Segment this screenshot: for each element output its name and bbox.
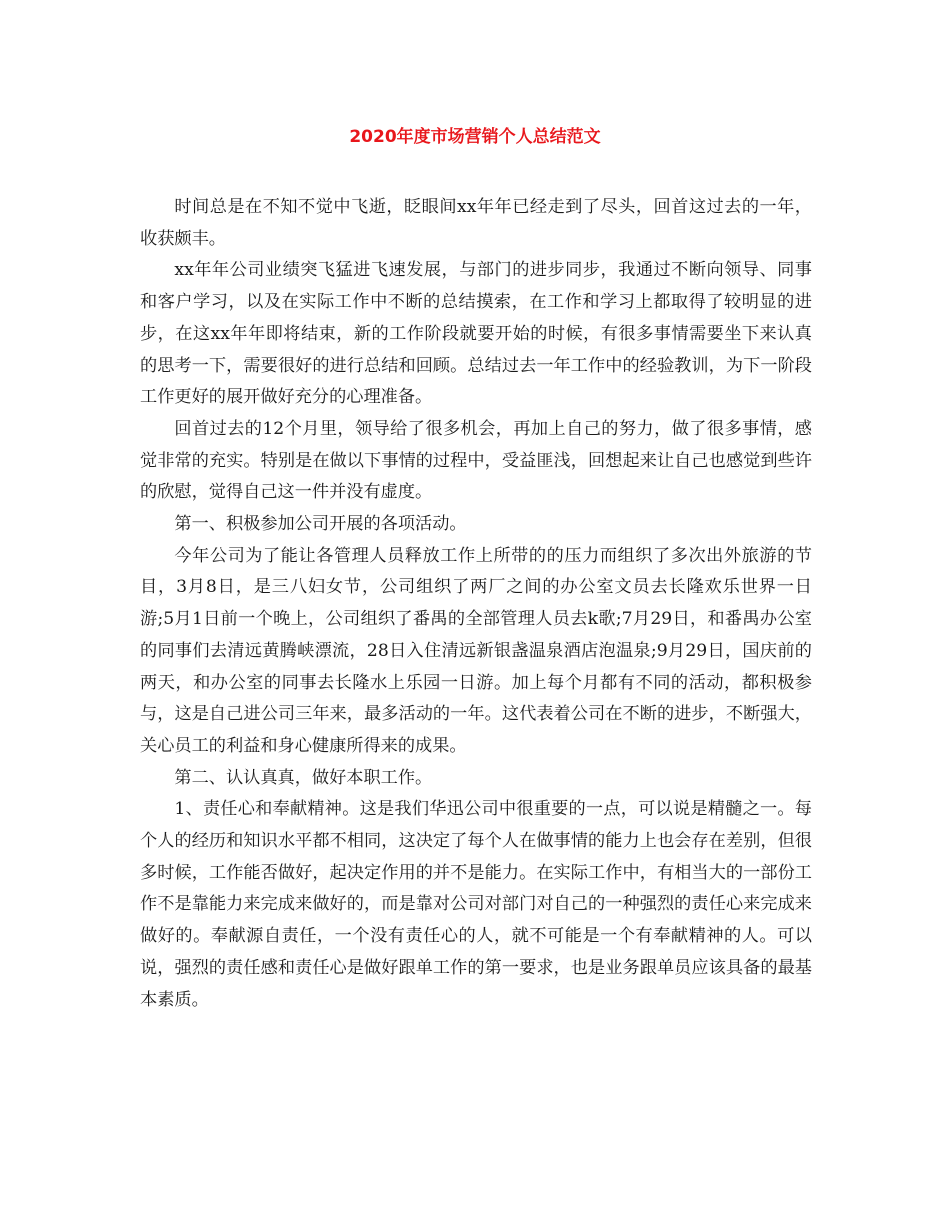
paragraph-3: 回首过去的12个月里，领导给了很多机会，再加上自己的努力，做了很多事情，感觉非常的充实。特别是在做以下事情的过程中，受益匪浅，回想起来让自己也感觉到些许的欣慰，觉得自己这一件并没有虚度。	[140, 418, 812, 503]
paragraph-4: 今年公司为了能让各管理人员释放工作上所带的的压力而组织了多次出外旅游的节目，3月8日，是三八妇女节，公司组织了两厂之间的办公室文员去长隆欢乐世界一日游;5月1日前一个晚上，公司组织了番禺的全部管理人员去k歌;7月29日，和番禺办公室的同事们去清远黄腾峡漂流，28日入住清远新银盏温泉酒店泡温泉;9月29日，国庆前的两天，和办公室的同事去长隆水上乐园一日游。加上每个月都有不同的活动，都积极参与，这是自己进公司三年来，最多活动的一年。这代表着公司在不断的进步，不断强大，关心员工的利益和身心健康所得来的成果。	[140, 545, 812, 756]
paragraph-2: xx年年公司业绩突飞猛进飞速发展，与部门的进步同步，我通过不断向领导、同事和客户学习，以及在实际工作中不断的总结摸索，在工作和学习上都取得了较明显的进步，在这xx年年即将结束，新的工作阶段就要开始的时候，有很多事情需要坐下来认真的思考一下，需要很好的进行总结和回顾。总结过去一年工作中的经验教训，为下一阶段工作更好的展开做好充分的心理准备。	[140, 260, 812, 408]
paragraph-5: 1、责任心和奉献精神。这是我们华迅公司中很重要的一点，可以说是精髓之一。每个人的经历和知识水平都不相同，这决定了每个人在做事情的能力上也会存在差别，但很多时候，工作能否做好，起决定作用的并不是能力。在实际工作中，有相当大的一部份工作不是靠能力来完成来做好的，而是靠对公司对部门对自己的一种强烈的责任心来完成来做好的。奉献源自责任，一个没有责任心的人，就不可能是一个有奉献精神的人。可以说，强烈的责任感和责任心是做好跟单工作的第一要求，也是业务跟单员应该具备的最基本素质。	[140, 799, 812, 1010]
document-body	[140, 192, 812, 1016]
document-title: 2020年度市场营销个人总结范文	[349, 127, 601, 147]
section-heading-2: 第二、认认真真，做好本职工作。	[174, 767, 433, 788]
paragraph-1: 时间总是在不知不觉中飞逝，眨眼间xx年年已经走到了尽头，回首这过去的一年，收获颇丰。	[140, 197, 812, 249]
section-heading-1: 第一、积极参加公司开展的各项活动。	[174, 514, 467, 535]
